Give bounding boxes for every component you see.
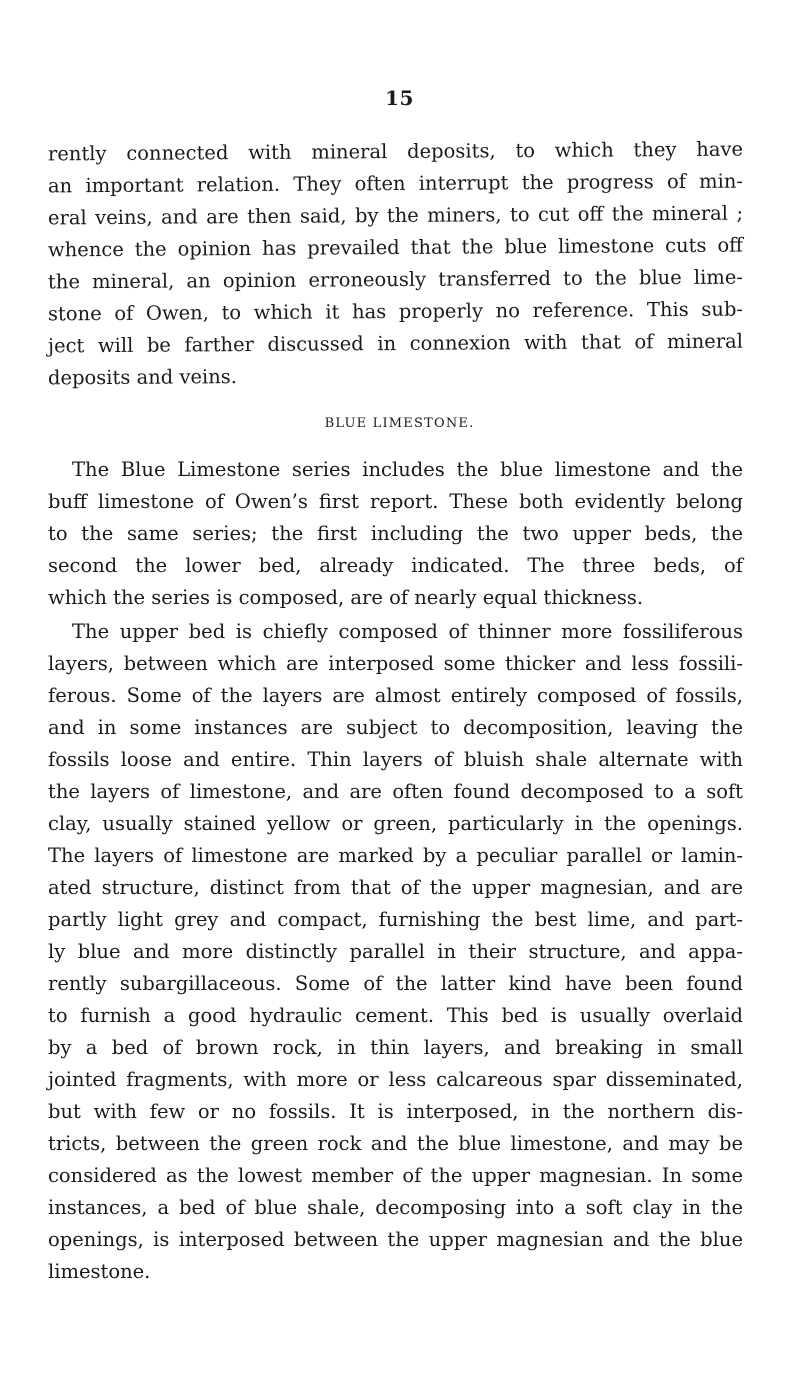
- text-line: but with few or no fossils. It is interposed, in the northern dis-: [48, 1100, 743, 1123]
- text-line: ly blue and more distinctly parallel in their structure, and appa-: [48, 940, 743, 963]
- text-line: the layers of limestone, and are often found decomposed to a soft: [48, 780, 743, 803]
- text-line: second the lower bed, already indicated. The three beds, of: [48, 554, 743, 577]
- text-line: deposits and veins.: [47, 365, 238, 390]
- text-line: which the series is composed, are of nearly equal thickness.: [48, 586, 644, 609]
- text-line: rently subargillaceous. Some of the latter kind have been found: [48, 972, 743, 995]
- text-line: The upper bed is chiefly composed of thinner more fossiliferous: [72, 620, 743, 643]
- section-heading: BLUE LIMESTONE.: [324, 416, 475, 431]
- text-line: and in some instances are subject to decomposition, leaving the: [48, 716, 743, 739]
- text-line: an important relation. They often interrupt the progress of min-: [47, 169, 744, 198]
- text-line: openings, is interposed between the upper magnesian and the blue: [48, 1228, 743, 1251]
- text-line: the mineral, an opinion erroneously transferred to the blue lime-: [47, 265, 744, 294]
- text-line: tricts, between the green rock and the blue limestone, and may be: [48, 1132, 743, 1155]
- text-line: instances, a bed of blue shale, decomposing into a soft clay in the: [48, 1196, 743, 1219]
- text-line: limestone.: [48, 1260, 151, 1283]
- text-line: The Blue Limestone series includes the blue limestone and the: [72, 458, 743, 481]
- text-line: layers, between which are interposed some thicker and less fossili-: [48, 652, 743, 675]
- text-line: ferous. Some of the layers are almost entirely composed of fossils,: [48, 684, 743, 707]
- text-line: fossils loose and entire. Thin layers of bluish shale alternate with: [48, 748, 743, 771]
- text-line: to furnish a good hydraulic cement. This bed is usually overlaid: [48, 1004, 743, 1027]
- page-number: 15: [385, 86, 414, 110]
- text-line: jointed fragments, with more or less calcareous spar disseminated,: [48, 1068, 743, 1091]
- text-line: by a bed of brown rock, in thin layers, and breaking in small: [48, 1036, 743, 1059]
- text-line: ject will be farther discussed in connexion with that of mineral: [47, 329, 744, 358]
- text-line: eral veins, and are then said, by the miners, to cut off the mineral ;: [47, 201, 744, 230]
- text-line: The layers of limestone are marked by a peculiar parallel or lamin-: [48, 844, 743, 867]
- text-line: rently connected with mineral deposits, to which they have: [47, 137, 744, 166]
- text-line: buff limestone of Owen’s first report. These both evidently belong: [48, 490, 743, 513]
- text-line: considered as the lowest member of the upper magnesian. In some: [48, 1164, 743, 1187]
- text-line: clay, usually stained yellow or green, particularly in the openings.: [48, 812, 743, 835]
- text-line: stone of Owen, to which it has properly no reference. This sub-: [47, 297, 744, 326]
- text-line: to the same series; the first including the two upper beds, the: [48, 522, 743, 545]
- text-line: partly light grey and compact, furnishing the best lime, and part-: [48, 908, 743, 931]
- text-line: ated structure, distinct from that of the upper magnesian, and are: [48, 876, 743, 899]
- text-line: whence the opinion has prevailed that the blue limestone cuts off: [47, 233, 744, 262]
